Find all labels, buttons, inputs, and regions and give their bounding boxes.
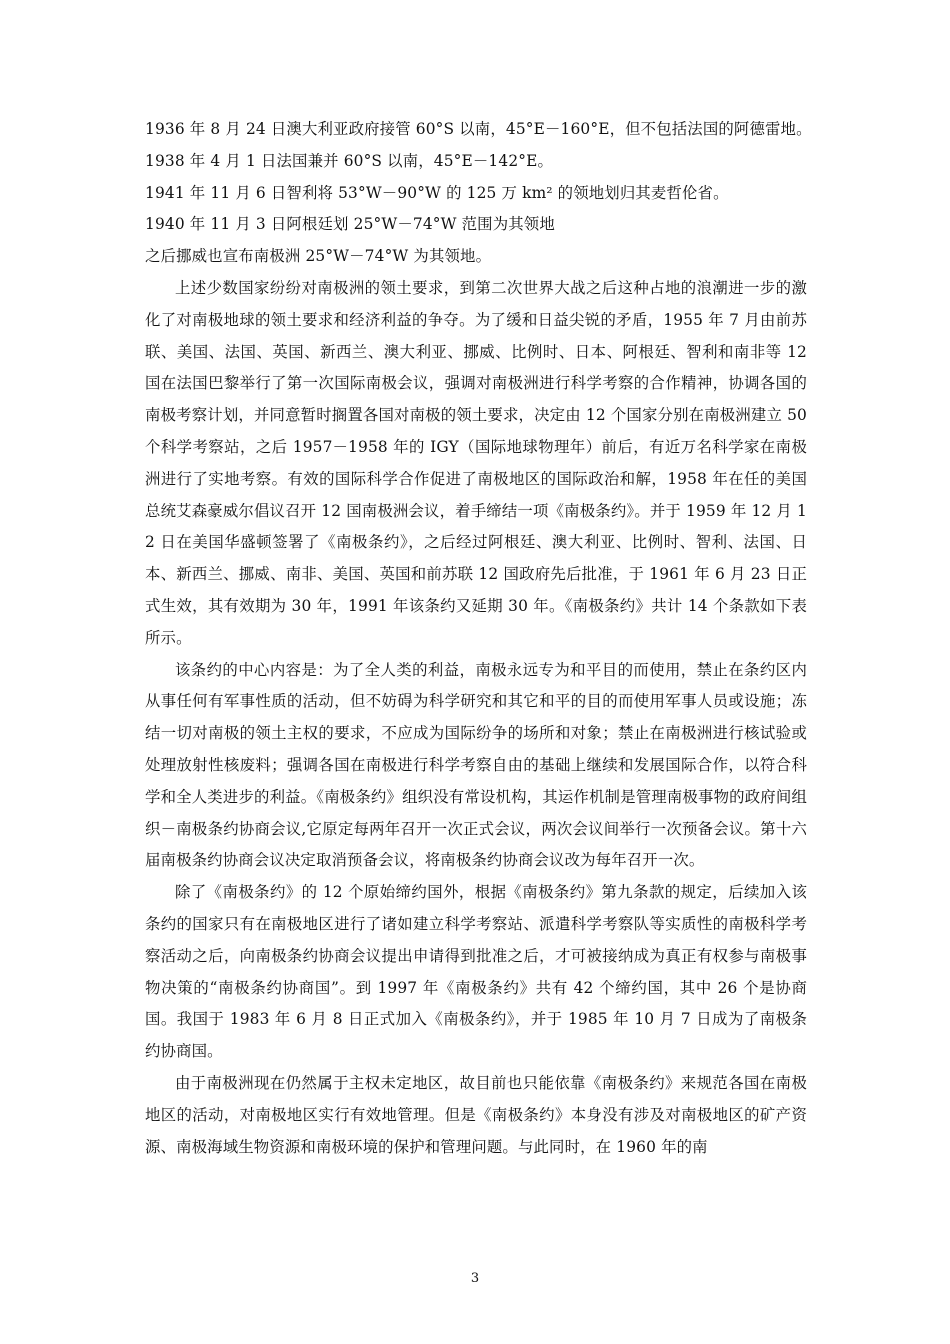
page-number: 3	[470, 1271, 480, 1286]
claim-line-argentina: 1940 年 11 月 3 日阿根廷划 25°W－74°W 范围为其领地	[145, 215, 555, 234]
claim-line-chile: 1941 年 11 月 6 日智利将 53°W－90°W 的 125 万 km² 的领地划归其麦哲伦省。	[145, 183, 729, 202]
paragraph-treaty-core-content: 该条约的中心内容是：为了全人类的利益，南极永远专为和平目的而使用，禁止在条约区内从事任何有军事性质的活动，但不妨碍为科学研究和其它和平的目的而使用军事人员或设施；冻结一切对南极的领土主权的要求，不应成为国际纷争的场所和对象；禁止在南极洲进行核试验或处理放射性核废料；强调各国在南极进行科学考察自由的基础上继续和发展国际合作，以符合科学和全人类进步的利益。《南极条约》组织没有常设机构，其运作机制是管理南极事物的政府间组织－南极条约协商会议,它原定每两年召开一次正式会议，两次会议间举行一次预备会议。第十六届南极条约协商会议决定取消预备会议，将南极条约协商会议改为每年召开一次。	[145, 660, 807, 870]
claim-line-norway: 之后挪威也宣布南极洲 25°W－74°W 为其领地。	[145, 247, 492, 266]
paragraph-sovereignty-and-resources: 由于南极洲现在仍然属于主权未定地区，故目前也只能依靠《南极条约》来规范各国在南极地区的活动，对南极地区实行有效地管理。但是《南极条约》本身没有涉及对南极地区的矿产资源、南极海域生物资源和南极环境的保护和管理问题。与此同时，在 1960 年的南	[145, 1073, 807, 1156]
paragraph-antarctic-treaty-history: 上述少数国家纷纷对南极洲的领土要求，到第二次世界大战之后这种占地的浪潮进一步的激化了对南极地球的领土要求和经济利益的争夺。为了缓和日益尖锐的矛盾，1955 年 7 月由前苏联、美国、法国、英国、新西兰、澳大利亚、挪威、比例时、日本、阿根廷、智利和南非等 12 国在法国巴黎举行了第一次国际南极会议，强调对南极洲进行科学考察的合作精神，协调各国的南极考察计划，并同意暂时搁置各国对南极的领土要求，决定由 12 个国家分别在南极洲建立 50 个科学考察站，之后 1957－1958 年的 IGY（国际地球物理年）前后，有近万名科学家在南极洲进行了实地考察。有效的国际科学合作促进了南极地区的国际政治和解，1958 年在任的美国总统艾森豪威尔倡议召开 12 国南极洲会议，着手缔结一项《南极条约》。并于 1959 年 12 月 12 日在美国华盛顿签署了《南极条约》，之后经过阿根廷、澳大利亚、比例时、智利、法国、日本、新西兰、挪威、南非、美国、英国和前苏联 12 国政府先后批准，于 1961 年 6 月 23 日正式生效，其有效期为 30 年，1991 年该条约又延期 30 年。《南极条约》共计 14 个条款如下表所示。	[145, 278, 807, 647]
claim-line-france: 1938 年 4 月 1 日法国兼并 60°S 以南，45°E－142°E。	[145, 151, 554, 170]
claim-line-australia: 1936 年 8 月 24 日澳大利亚政府接管 60°S 以南，45°E－160°E，但不包括法国的阿德雷地。	[145, 120, 812, 138]
paragraph-consultative-parties: 除了《南极条约》的 12 个原始缔约国外，根据《南极条约》第九条款的规定，后续加入该条约的国家只有在南极地区进行了诸如建立科学考察站、派遣科学考察队等实质性的南极科学考察活动之后，向南极条约协商会议提出申请得到批准之后，才可被接纳成为真正有权参与南极事物决策的“南极条约协商国”。到 1997 年《南极条约》共有 42 个缔约国，其中 26 个是协商国。我国于 1983 年 6 月 8 日正式加入《南极条约》，并于 1985 年 10 月 7 日成为了南极条约协商国。	[145, 883, 807, 1061]
document-body	[145, 114, 812, 1163]
